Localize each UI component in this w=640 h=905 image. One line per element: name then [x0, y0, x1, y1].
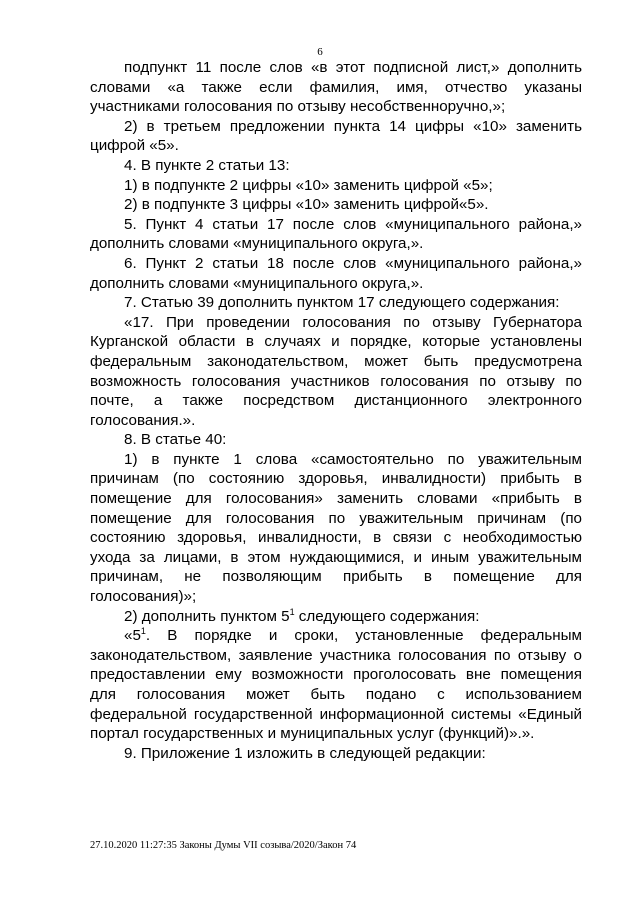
page-number: 6	[317, 46, 323, 58]
footer-stamp: 27.10.2020 11:27:35 Законы Думы VII созыва/2020/Закон 74	[90, 840, 357, 851]
text-run: 2) дополнить пунктом 5	[124, 607, 290, 625]
document-body	[90, 58, 582, 763]
paragraph: 1) в подпункте 2 цифры «10» заменить цифрой «5»;	[124, 176, 493, 194]
text-run: следующего содержания:	[294, 607, 480, 625]
paragraph: 8. В статье 40:	[124, 431, 227, 449]
superscript: 1	[289, 606, 295, 617]
paragraph: «17. При проведении голосования по отзыву Губернатора Курганской области в случаях и порядке, которые установлены федеральным законодательством, может быть предусмотрена возможность голосования участников голосования по отзыву по почте, а также посредством дистанционного электронного голосования.».	[90, 313, 582, 429]
paragraph: подпункт 11 после слов «в этот подписной лист,» дополнить словами «а также если фамилия, имя, отчество указаны участниками голосования по отзыву несобственноручно,»;	[90, 59, 582, 116]
superscript: 1	[140, 626, 146, 637]
paragraph: 4. В пункте 2 статьи 13:	[124, 156, 290, 174]
paragraph: 2) в подпункте 3 цифры «10» заменить цифрой«5».	[124, 196, 489, 214]
paragraph: 5. Пункт 4 статьи 17 после слов «муниципального района,» дополнить словами «муниципального округа,».	[90, 215, 582, 253]
paragraph	[90, 607, 582, 627]
text-run: «5	[124, 627, 141, 645]
paragraph: 1) в пункте 1 слова «самостоятельно по уважительным причинам (по состоянию здоровья, инвалидности) прибыть в помещение для голосования» заменить словами «прибыть в помещение для голосования по уважительным причинам (по состоянию здоровья, инвалидности, в связи с необходимостью ухода за лицами, в этом нуждающимися, и иным уважительным причинам, не позволяющим прибыть в помещение для голосования)»;	[90, 450, 582, 606]
paragraph: 7. Статью 39 дополнить пунктом 17 следующего содержания:	[124, 294, 560, 312]
paragraph: 9. Приложение 1 изложить в следующей редакции:	[124, 744, 486, 762]
paragraph: 2) в третьем предложении пункта 14 цифры «10» заменить цифрой «5».	[90, 117, 582, 155]
paragraph	[90, 626, 582, 744]
paragraph: 6. Пункт 2 статьи 18 после слов «муниципального района,» дополнить словами «муниципального округа,».	[90, 254, 582, 292]
text-run: . В порядке и сроки, установленные федеральным законодательством, заявление участника голосования по отзыву о предоставлении ему возможности проголосовать вне помещения для голосования может быть подано с использованием федеральной государственной информационной системы «Единый портал государственных и муниципальных услуг (функций)».».	[90, 627, 582, 743]
